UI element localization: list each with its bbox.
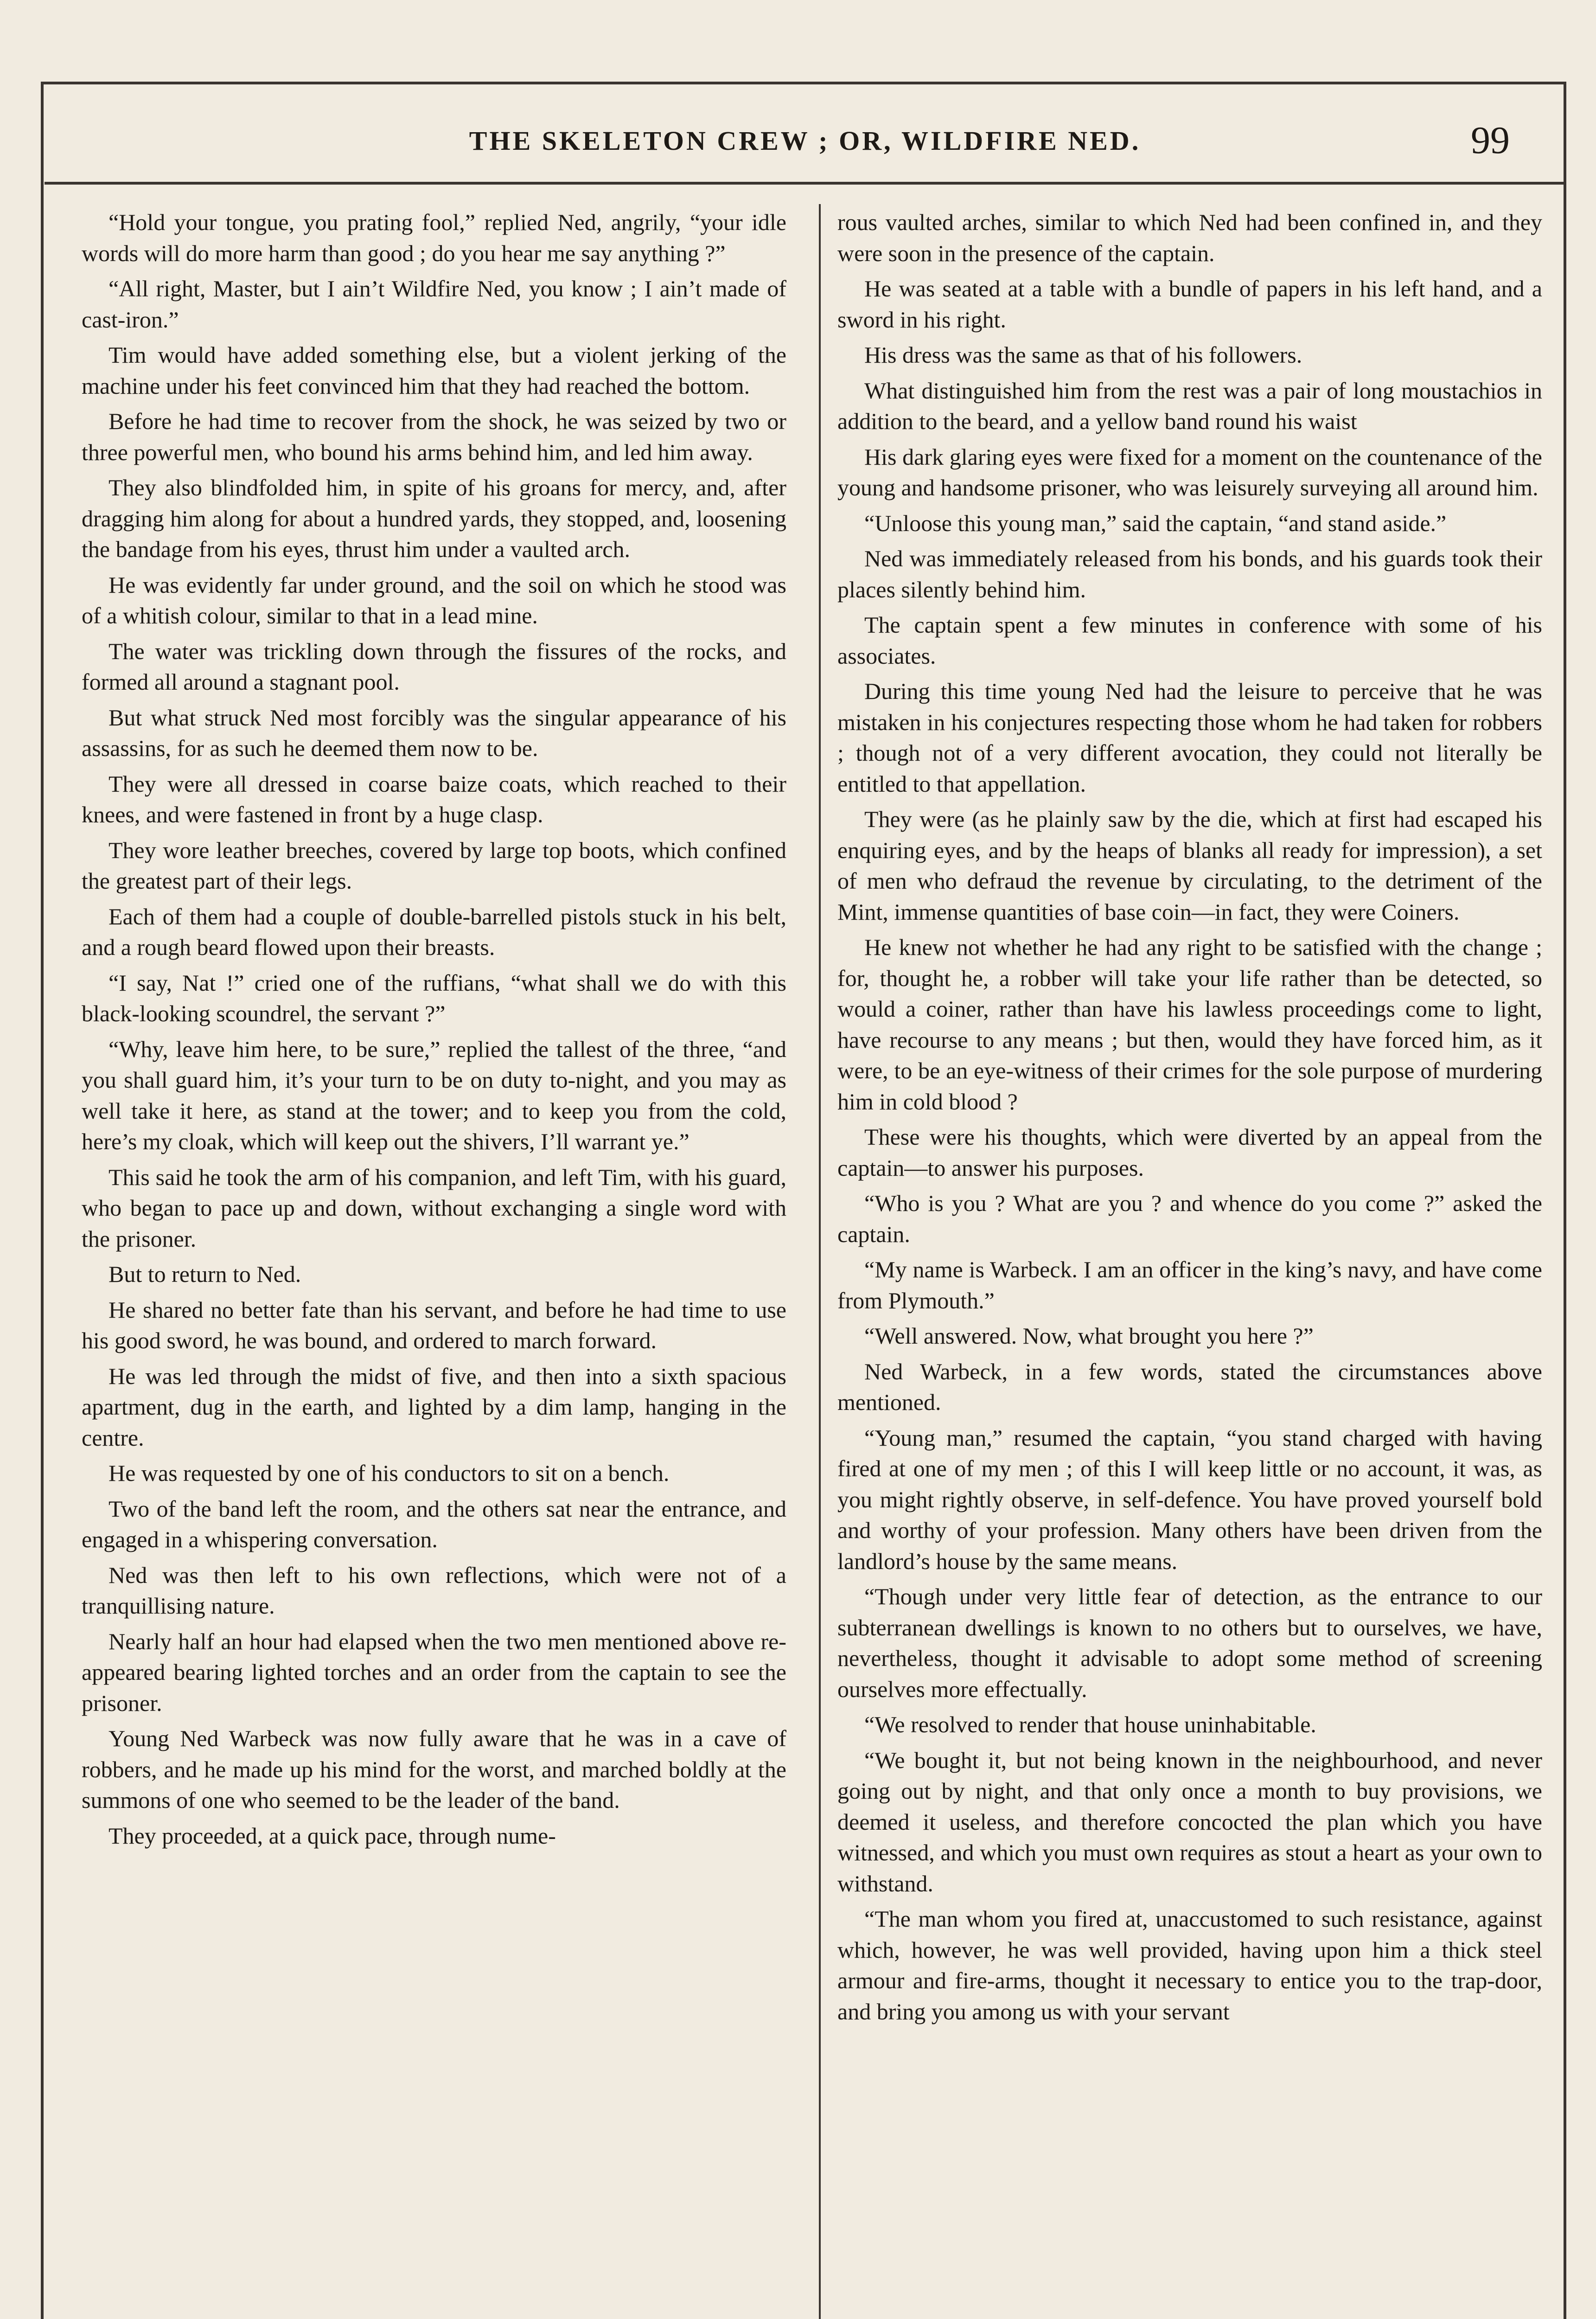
paragraph: But what struck Ned most forcibly was the singular appearance of his assassins, for as such he deemed them now to be.: [82, 704, 786, 761]
paragraph: He was led through the midst of five, and then into a sixth spacious apartment, dug in the earth, and lighted by a dim lamp, hanging in the centre.: [82, 1363, 786, 1451]
paragraph: “Well answered. Now, what brought you here ?”: [864, 1323, 1314, 1349]
paragraph: They were all dressed in coarse baize coats, which reached to their knees, and were fastened in front by a huge clasp.: [82, 770, 786, 827]
column-divider: [819, 204, 821, 2319]
paragraph: Each of them had a couple of double-barrelled pistols stuck in his belt, and a rough beard flowed upon their breasts.: [82, 903, 786, 960]
paragraph: rous vaulted arches, similar to which Ned had been confined in, and they were soon in the presence of the captain.: [837, 209, 1542, 266]
paragraph: Tim would have added something else, but a violent jerking of the machine under his feet convinced him that they had reached the bottom.: [82, 342, 786, 399]
paragraph: This said he took the arm of his companion, and left Tim, with his guard, who began to pace up and down, without exchanging a single word with the prisoner.: [82, 1164, 786, 1252]
paragraph: These were his thoughts, which were diverted by an appeal from the captain—to answer his purposes.: [837, 1124, 1542, 1181]
paragraph: They proceeded, at a quick pace, through nume-: [109, 1822, 556, 1849]
paragraph: During this time young Ned had the leisure to perceive that he was mistaken in his conjectures respecting those whom he had taken for robbers ; though not of a very different avocation, they could not literally be entitled to that appellation.: [837, 678, 1542, 797]
page-header: [45, 115, 1565, 171]
running-title: THE SKELETON CREW ; OR, WILDFIRE NED.: [469, 126, 1141, 156]
paragraph: He was requested by one of his conductors to sit on a bench.: [109, 1460, 670, 1486]
paragraph: Two of the band left the room, and the others sat near the entrance, and engaged in a whispering conversation.: [82, 1495, 786, 1552]
paragraph: “The man whom you fired at, unaccustomed to such resistance, against which, however, he was well provided, having upon him a thick steel armour and fire-arms, thought it necessary to entice you to the trap-door, and bring you among us with your servant: [837, 1906, 1542, 2024]
paragraph: He shared no better fate than his servant, and before he had time to use his good sword, he was bound, and ordered to march forward.: [82, 1296, 786, 1353]
paragraph: “I say, Nat !” cried one of the ruffians, “what shall we do with this black-looking scoundrel, the servant ?”: [82, 969, 786, 1026]
paragraph: Young Ned Warbeck was now fully aware that he was in a cave of robbers, and he made up his mind for the worst, and marched boldly at the summons of one who seemed to be the leader of the band.: [82, 1725, 786, 1813]
paragraph: They wore leather breeches, covered by large top boots, which confined the greatest part of their legs.: [82, 837, 786, 894]
paragraph: What distinguished him from the rest was a pair of long moustachios in addition to the beard, and a yellow band round his waist: [837, 377, 1542, 434]
paragraph: “Young man,” resumed the captain, “you stand charged with having fired at one of my men ; of this I will keep little or no account, it was, as you might rightly observe, in self-defence. You have proved yourself bold and worthy of your profession. Many others have been driven from the landlord’s house by the same means.: [837, 1424, 1542, 1574]
paragraph: The water was trickling down through the fissures of the rocks, and formed all around a stagnant pool.: [82, 638, 786, 695]
right-column: [837, 207, 1542, 2319]
paragraph: “We resolved to render that house uninhabitable.: [864, 1711, 1316, 1737]
paragraph: “We bought it, but not being known in the neighbourhood, and never going out by night, and that only once a month to buy provisions, we deemed it useless, and therefore concocted the plan which you have witnessed, and which you must own requires as stout a heart as your own to withstand.: [837, 1747, 1542, 1896]
paragraph: “My name is Warbeck. I am an officer in the king’s navy, and have come from Plymouth.”: [837, 1256, 1542, 1313]
paragraph: His dark glaring eyes were fixed for a moment on the countenance of the young and handsome prisoner, who was leisurely surveying all around him.: [837, 443, 1542, 500]
paragraph: They also blindfolded him, in spite of his groans for mercy, and, after dragging him along for about a hundred yards, they stopped, and, loosening the bandage from his eyes, thrust him under a vaulted arch.: [82, 474, 786, 562]
paragraph: Nearly half an hour had elapsed when the two men mentioned above re-appeared bearing lighted torches and an order from the captain to see the prisoner.: [82, 1628, 786, 1716]
paragraph: He knew not whether he had any right to be satisfied with the change ; for, thought he, a robber will take your life rather than be detected, so would a coiner, rather than have his lawless proceedings come to light, have recourse to any means ; but then, would they have forced him, as it were, to be an eye-witness of their crimes for the sole purpose of murdering him in cold blood ?: [837, 934, 1542, 1115]
paragraph: His dress was the same as that of his followers.: [864, 342, 1302, 368]
paragraph: But to return to Ned.: [109, 1261, 301, 1287]
paragraph: “Hold your tongue, you prating fool,” replied Ned, angrily, “your idle words will do more harm than good ; do you hear me say anything ?”: [82, 209, 786, 266]
paragraph: The captain spent a few minutes in conference with some of his associates.: [837, 612, 1542, 669]
paragraph: “Though under very little fear of detection, as the entrance to our subterranean dwellings is known to no others but to ourselves, we have, nevertheless, thought it advisable to adopt some method of screening ourselves more effectually.: [837, 1583, 1542, 1702]
paragraph: Before he had time to recover from the shock, he was seized by two or three powerful men, who bound his arms behind him, and led him away.: [82, 408, 786, 465]
paragraph: They were (as he plainly saw by the die, which at first had escaped his enquiring eyes, and by the heaps of blanks all ready for impression), a set of men who defraud the revenue by circulating, to the detriment of the Mint, immense quantities of base coin—in fact, they were Coiners.: [837, 806, 1542, 925]
paragraph: “Who is you ? What are you ? and whence do you come ?” asked the captain.: [837, 1190, 1542, 1247]
paragraph: Ned Warbeck, in a few words, stated the circumstances above mentioned.: [837, 1358, 1542, 1415]
paragraph: “Unloose this young man,” said the captain, “and stand aside.”: [864, 510, 1447, 536]
paragraph: He was seated at a table with a bundle of papers in his left hand, and a sword in his right.: [837, 275, 1542, 333]
header-rule: [45, 182, 1565, 185]
paragraph: He was evidently far under ground, and the soil on which he stood was of a whitish colour, similar to that in a lead mine.: [82, 571, 786, 628]
paragraph: Ned was immediately released from his bonds, and his guards took their places silently behind him.: [837, 545, 1542, 602]
page-number: 99: [1471, 119, 1510, 162]
paragraph: “Why, leave him here, to be sure,” replied the tallest of the three, “and you shall guard him, it’s your turn to be on duty to-night, and you may as well take it here, as stand at the tower; and to keep you from the cold, here’s my cloak, which will keep out the shivers, I’ll warrant ye.”: [82, 1036, 786, 1154]
paragraph: “All right, Master, but I ain’t Wildfire Ned, you know ; I ain’t made of cast-iron.”: [82, 275, 786, 333]
left-column: [82, 207, 786, 2319]
paragraph: Ned was then left to his own reflections, which were not of a tranquillising nature.: [82, 1562, 786, 1619]
